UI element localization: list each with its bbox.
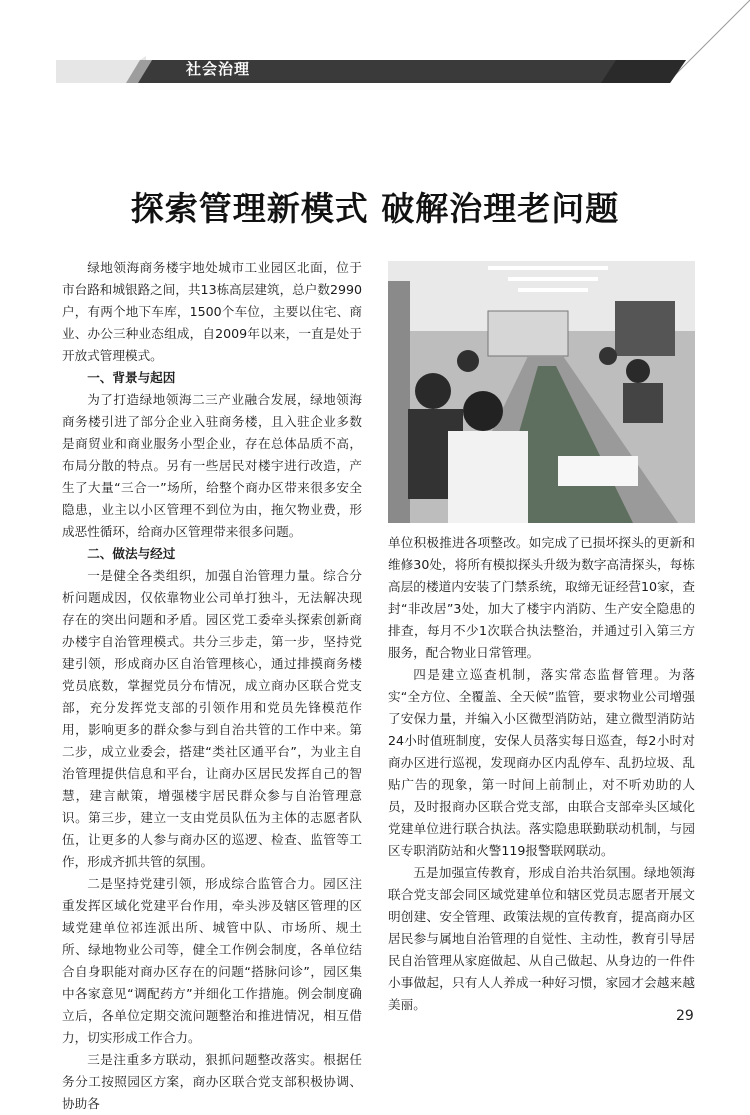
section-heading-background: 一、背景与起因 [87,370,176,385]
paragraph-method-2: 二是坚持党建引领，形成综合监管合力。园区注重发挥区域化党建平台作用，牵头涉及辖区管理的区域党建单位祁连派出所、城管中队、市场所、规土所、绿地物业公司等，健全工作例会制度，各单位结合自身职能对商办区存在的问题“搭脉问诊”，园区集中各家意见“调配药方”并细化工作措施。例会制度确立后，各单位定期交流问题整治和推进情况，相互借力，切实形成工作合力。 [62,876,362,1045]
paragraph-method-3: 三是注重多方联动，狠抓问题整改落实。根据任务分工按照园区方案，商办区联合党支部积极协调、协助各 [62,1052,362,1111]
section-heading-method: 二、做法与经过 [87,546,176,561]
page-number: 29 [676,1008,694,1024]
paragraph-method-1: 一是健全各类组织，加强自治管理力量。综合分析问题成因，仅依靠物业公司单打独斗，无法解决现存在的突出问题和矛盾。园区党工委牵头探索创新商办楼宇自治管理模式。共分三步走，第一步，坚持党建引领，形成商办区自治管理核心，通过排摸商务楼党员底数，掌握党员分布情况，成立商办区联合党支部，充分发挥党支部的引领作用和党员先锋模范作用，影响更多的群众参与到自治共管的工作中来。第二步，成立业委会，搭建“类社区通平台”，为业主自治管理提供信息和平台，让商办区居民发挥自己的智慧，建言献策，增强楼宇居民群众参与自治管理意识。第三步，建立一支由党员队伍为主体的志愿者队伍，让更多的人参与商办区的巡逻、检查、监管等工作，形成齐抓共管的氛围。 [62,568,362,869]
paragraph-method-5: 五是加强宣传教育，形成自治共治氛围。绿地领海联合党支部会同区域党建单位和辖区党员志愿者开展文明创建、安全管理、政策法规的宣传教育，提高商办区居民参与属地自治管理的自觉性、主动性，教育引导居民自治管理从家庭做起、从自己做起、从身边的一件件小事做起，只有人人养成一种好习惯，家园才会越来越美丽。 [388,865,695,1012]
paragraph-background: 为了打造绿地领海二三产业融合发展，绿地领海商务楼引进了部分企业入驻商务楼，且入驻企业多数是商贸业和商业服务小型企业，存在总体品质不高，布局分散的特点。另有一些居民对楼宇进行改造，产生了大量“三合一”场所，给整个商办区带来很多安全隐患，业主以小区管理不到位为由，拖欠物业费，形成恶性循环，给商办区管理带来很多问题。 [62,392,362,539]
meeting-photo [388,261,695,523]
article-title: 探索管理新模式 破解治理老问题 [130,189,620,229]
article-column-left [62,257,362,1115]
article-column-right [388,532,695,1016]
section-banner [56,56,686,83]
paragraph-method-4: 四是建立巡查机制，落实常态监督管理。为落实“全方位、全覆盖、全天候”监管，要求物业公司增强了安保力量，并编入小区微型消防站，建立微型消防站24小时值班制度，安保人员落实每日巡查，每2小时对商办区进行巡视，发现商办区内乱停车、乱扔垃圾、乱贴广告的现象，第一时间上前制止，对不听劝助的人员，及时报商办区联合党支部，由联合支部牵头区域化党建单位进行联合执法。落实隐患联勤联动机制，与园区专职消防站和火警119报警联网联动。 [388,667,695,858]
paragraph-intro: 绿地领海商务楼宇地处城市工业园区北面，位于市台路和城银路之间，共13栋高层建筑，总户数2990户，有两个地下车库，1500个车位，主要以住宅、商业、办公三种业态组成，自2009年以来，一直是处于开放式管理模式。 [62,260,362,363]
paragraph-continued: 单位积极推进各项整改。如完成了已损坏探头的更新和维修30处，将所有模拟探头升级为数字高清探头，每栋高层的楼道内安装了门禁系统，取缔无证经营10家，查封“非改居”3处，加大了楼宇内消防、生产安全隐患的排查，每月不少1次联合执法整治，并通过引入第三方服务，配合物业日常管理。 [388,535,695,660]
section-label: 社会治理 [186,60,251,78]
